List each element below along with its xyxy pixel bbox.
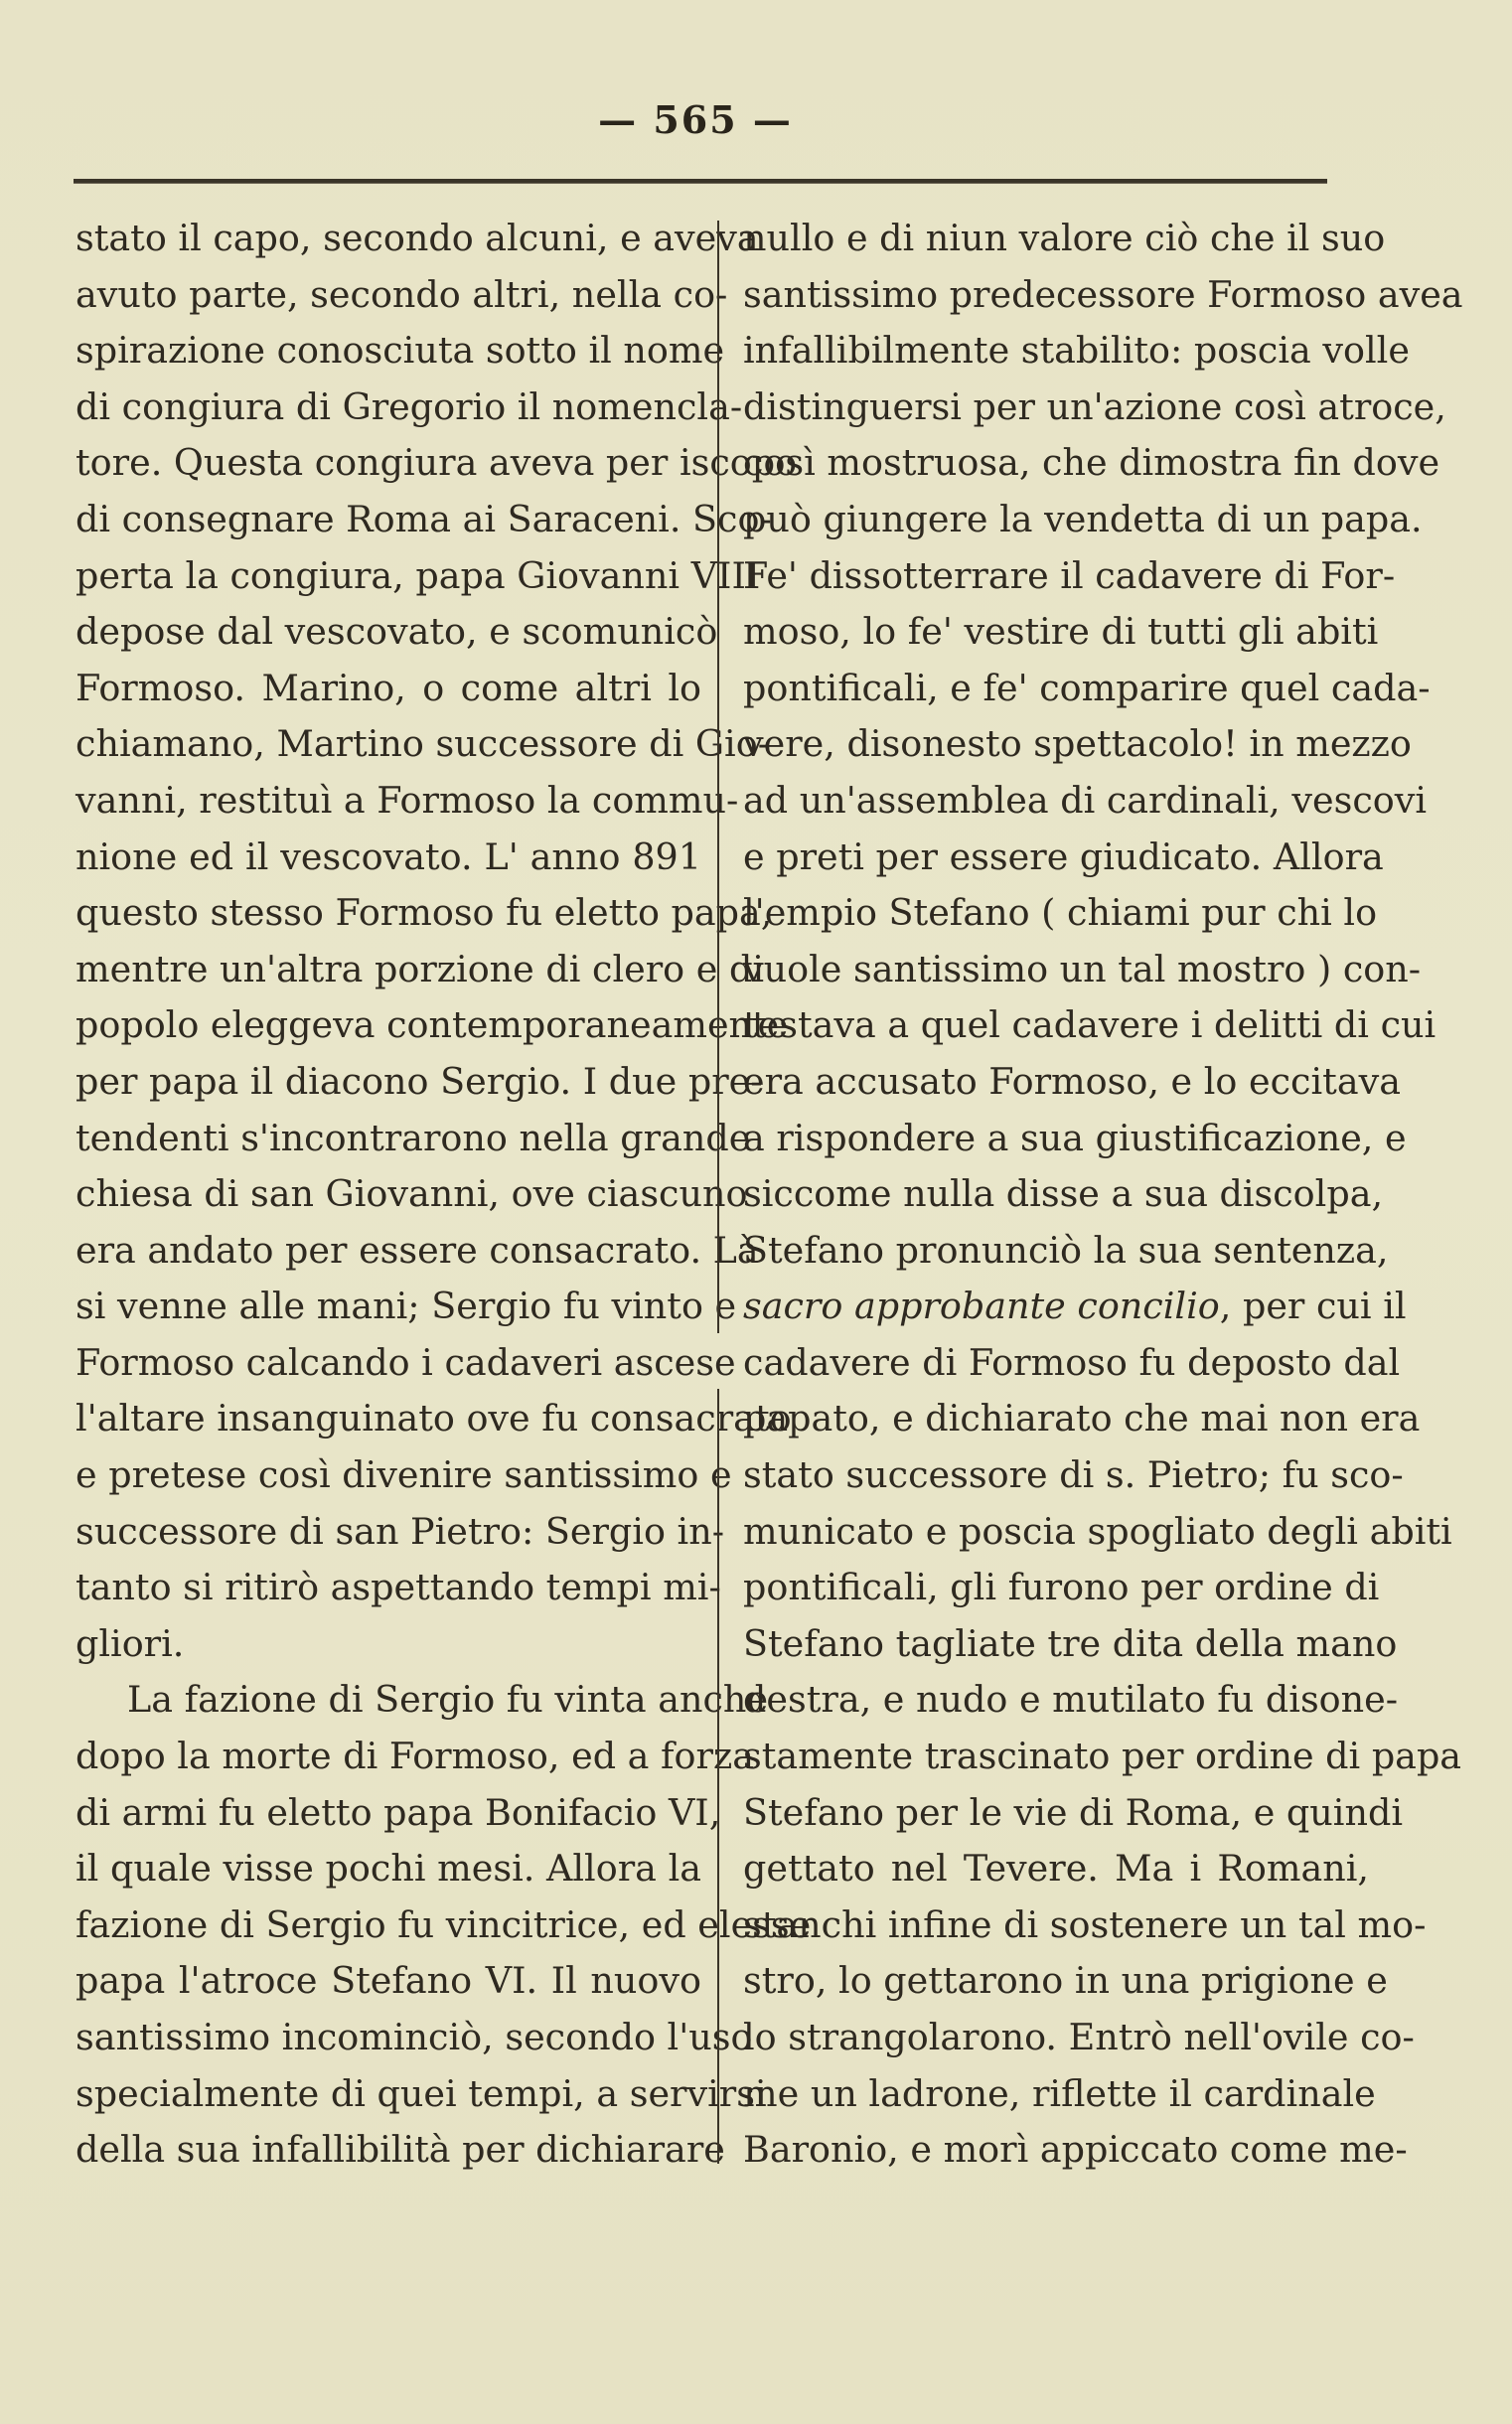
text-line: della sua infallibilità per dichiarare (76, 2128, 725, 2172)
text-line: tendenti s'incontrarono nella grande (76, 1116, 751, 1159)
text-line: chiesa di san Giovanni, ove ciascuno (76, 1172, 748, 1216)
text-line: ad un'assemblea di cardinali, vescovi (743, 778, 1428, 822)
text-line: gliori. (76, 1621, 185, 1665)
left-column (76, 211, 812, 2179)
text-line: Stefano pronunciò la sua sentenza, (743, 1228, 1389, 1272)
text-line: moso, lo fe' vestire di tutti gli abiti (743, 610, 1379, 654)
text-line: e preti per essere giudicato. Allora (743, 834, 1384, 878)
text-line: nione ed il vescovato. L' anno 891 (76, 834, 701, 878)
column-divider-upper (717, 221, 719, 1333)
text-line: lo strangolarono. Entrò nell'ovile co- (743, 2016, 1415, 2058)
text-line: mentre un'altra porzione di clero e di (76, 947, 765, 990)
text-line: sacro approbante concilio, per cui il (743, 1285, 1407, 1328)
text-line: Fe' dissotterrare il cadavere di For- (743, 553, 1396, 597)
text-line: depose dal vescovato, e scomunicò (76, 610, 718, 654)
text-line: spirazione conosciuta sotto il nome (76, 329, 725, 373)
italic-phrase: sacro approbante concilio (743, 1285, 1220, 1328)
text-line: Formoso calcando i cadaveri ascese (76, 1340, 736, 1384)
text-line: fazione di Sergio fu vincitrice, ed elesse (76, 1902, 812, 1946)
text-line: di congiura di Gregorio il nomencla- (76, 384, 743, 428)
text-line: specialmente di quei tempi, a servirsi (76, 2071, 767, 2115)
text-line: di consegnare Roma ai Saraceni. Sco- (76, 497, 772, 540)
text-line: dopo la morte di Formoso, ed a forza (76, 1735, 754, 1778)
text-line: La fazione di Sergio fu vinta anche (127, 1678, 769, 1722)
text-line: perta la congiura, papa Giovanni VIII (76, 553, 761, 597)
text-line: papa l'atroce Stefano VI. Il nuovo (76, 1959, 701, 2003)
text-line: pontificali, gli furono per ordine di (743, 1566, 1380, 1609)
text-line: siccome nulla disse a sua discolpa, (743, 1172, 1384, 1216)
text-line: a rispondere a sua giustificazione, e (743, 1116, 1407, 1159)
text-line: testava a quel cadavere i delitti di cui (743, 1003, 1436, 1047)
text-line: era accusato Formoso, e lo eccitava (743, 1059, 1401, 1103)
text-line: vuole santissimo un tal mostro ) con- (743, 947, 1422, 990)
text-line: può giungere la vendetta di un papa. (743, 497, 1423, 540)
text-line: municato e poscia spogliato degli abiti (743, 1509, 1452, 1553)
text-line: il quale visse pochi mesi. Allora la (76, 1847, 701, 1891)
text-line: nullo e di niun valore ciò che il suo (743, 217, 1386, 259)
text-line: avuto parte, secondo altri, nella co- (76, 272, 728, 316)
text-line: tore. Questa congiura aveva per iscopo (76, 441, 798, 485)
text-line: santissimo predecessore Formoso avea (743, 272, 1463, 316)
text-line: pontificali, e fe' comparire quel cada- (743, 666, 1431, 709)
text-line: stato il capo, secondo alcuni, e aveva (76, 217, 759, 259)
text-line: Baronio, e morì appiccato come me- (743, 2128, 1408, 2172)
text-line: e pretese così divenire santissimo e (76, 1453, 732, 1497)
text-line: destra, e nudo e mutilato fu disone- (743, 1678, 1399, 1722)
text-line: vere, disonesto spettacolo! in mezzo (743, 722, 1412, 766)
header-rule (74, 179, 1327, 184)
text-line: stato successore di s. Pietro; fu sco- (743, 1453, 1404, 1497)
text-line: santissimo incominciò, secondo l'uso (76, 2016, 753, 2058)
text-line: infallibilmente stabilito: poscia volle (743, 329, 1410, 373)
text-line: stamente trascinato per ordine di papa (743, 1735, 1462, 1778)
text-line: così mostruosa, che dimostra fin dove (743, 441, 1440, 485)
text-line: questo stesso Formoso fu eletto papa, (76, 891, 773, 935)
text-line: di armi fu eletto papa Bonifacio VI, (76, 1790, 721, 1834)
text-line: stro, lo gettarono in una prigione e (743, 1959, 1388, 2003)
text-line: Stefano tagliate tre dita della mano (743, 1621, 1398, 1665)
text-line: l'empio Stefano ( chiami pur chi lo (743, 891, 1378, 935)
column-divider-lower (717, 1389, 719, 2164)
text-line: Stefano per le vie di Roma, e quindi (743, 1790, 1403, 1834)
text-line: Formoso. Marino, o come altri lo (76, 666, 701, 709)
page-number: — 565 — (598, 97, 793, 142)
text-line: papato, e dichiarato che mai non era (743, 1397, 1421, 1440)
text-line: stanchi infine di sostenere un tal mo- (743, 1902, 1427, 1946)
text-line: vanni, restituì a Formoso la commu- (76, 778, 739, 822)
text-line: l'altare insanguinato ove fu consacrato (76, 1397, 792, 1440)
text-line: successore di san Pietro: Sergio in- (76, 1509, 725, 1553)
text-line: si venne alle mani; Sergio fu vinto e (76, 1285, 737, 1328)
text-line: per papa il diacono Sergio. I due pre- (76, 1059, 763, 1103)
text-line: era andato per essere consacrato. Là (76, 1228, 759, 1272)
text-line: me un ladrone, riflette il cardinale (743, 2071, 1376, 2115)
right-column (743, 211, 1463, 2179)
text-line: popolo eleggeva contemporaneamente (76, 1003, 789, 1047)
text-line: cadavere di Formoso fu deposto dal (743, 1340, 1401, 1384)
text-line: gettato nel Tevere. Ma i Romani, (743, 1847, 1369, 1891)
text-line: chiamano, Martino successore di Gio- (76, 722, 771, 766)
text-line: tanto si ritirò aspettando tempi mi- (76, 1566, 721, 1609)
text-line: distinguersi per un'azione così atroce, (743, 384, 1446, 428)
